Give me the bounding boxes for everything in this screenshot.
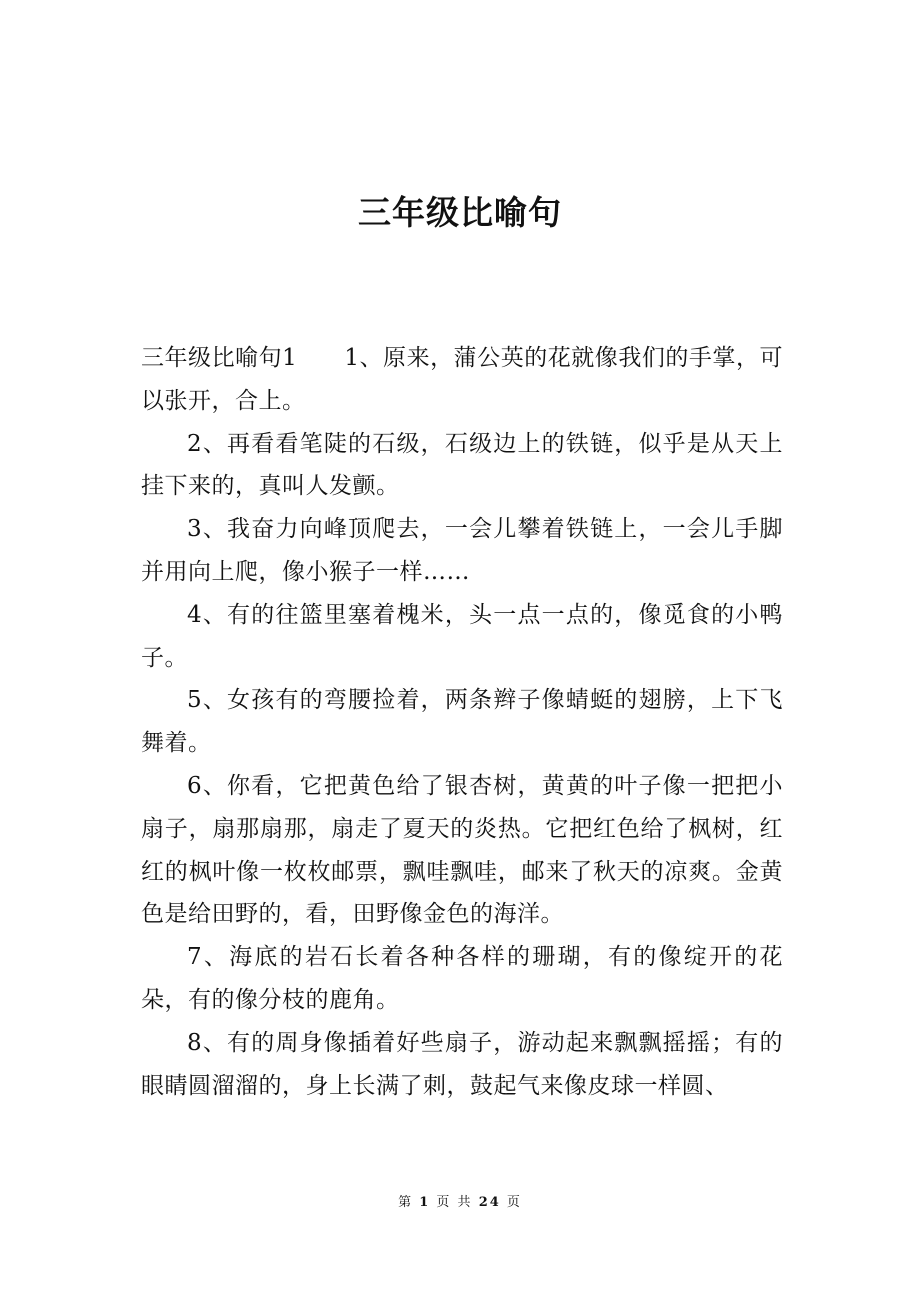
total-page-count: 24 [478, 1195, 501, 1210]
footer-prefix: 第 [398, 1195, 414, 1210]
paragraph-4: 4、有的往篮里塞着槐米，头一点一点的，像觅食的小鸭子。 [141, 601, 783, 671]
page-footer [0, 1193, 920, 1213]
footer-middle: 页 共 [436, 1195, 473, 1210]
paragraph-6: 6、你看，它把黄色给了银杏树，黄黄的叶子像一把把小扇子，扇那扇那，扇走了夏天的炎热。它把红色给了枫树，红红的枫叶像一枚枚邮票，飘哇飘哇，邮来了秋天的凉爽。金黄色是给田野的，看，田野像金色的海洋。 [141, 772, 783, 928]
paragraph-3: 3、我奋力向峰顶爬去，一会儿攀着铁链上，一会儿手脚并用向上爬，像小猴子一样…… [141, 516, 783, 585]
paragraph-5: 5、女孩有的弯腰捡着，两条辫子像蜻蜓的翅膀，上下飞舞着。 [141, 687, 783, 757]
footer-suffix: 页 [506, 1195, 522, 1210]
paragraph-2: 2、再看看笔陡的石级，石级边上的铁链，似乎是从天上挂下来的，真叫人发颤。 [141, 430, 783, 500]
paragraph-7: 7、海底的岩石长着各种各样的珊瑚，有的像绽开的花朵，有的像分枝的鹿角。 [141, 944, 783, 1013]
paragraph-1: 三年级比喻句1 1、原来，蒲公英的花就像我们的手掌，可以张开，合上。 [141, 345, 783, 414]
document-title: 三年级比喻句 [358, 193, 562, 232]
current-page-number: 1 [419, 1195, 431, 1210]
document-body [141, 337, 783, 1107]
paragraph-8: 8、有的周身像插着好些扇子，游动起来飘飘摇摇；有的眼睛圆溜溜的，身上长满了刺，鼓起气来像皮球一样圆、 [141, 1029, 783, 1099]
